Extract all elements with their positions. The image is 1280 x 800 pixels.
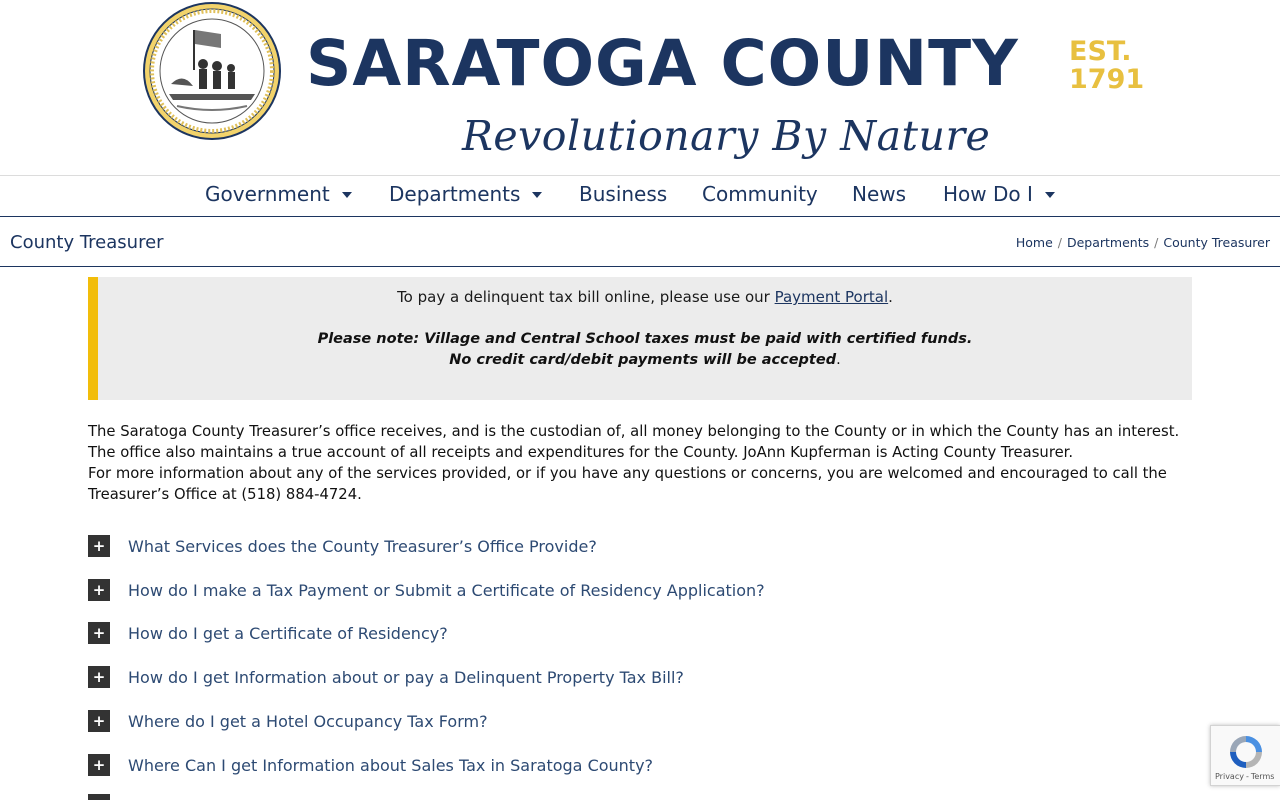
faq-question[interactable]: How do I make a Tax Payment or Submit a Certificate of Residency Application? [128, 580, 765, 600]
plus-icon[interactable]: + [88, 754, 110, 776]
breadcrumb [1016, 235, 1270, 250]
nav-item-departments[interactable] [389, 182, 542, 206]
intro-text [88, 421, 1192, 505]
faq-question[interactable]: What Services does the County Treasurer’s Office Provide? [128, 536, 597, 556]
established-badge [1069, 38, 1144, 94]
recaptcha-icon [1226, 732, 1266, 772]
notice-text: To pay a delinquent tax bill online, please use our [397, 288, 775, 306]
nav-item-label: Community [702, 182, 818, 206]
faq-question[interactable]: Where do I get a Hotel Occupancy Tax Form? [128, 711, 488, 731]
payment-notice [88, 277, 1192, 400]
plus-icon[interactable] [88, 794, 110, 800]
note-line-2-period: . [836, 352, 841, 368]
notice-period: . [888, 288, 893, 306]
caret-down-icon [532, 192, 542, 198]
faq-question[interactable]: Where Can I get Information about Sales Tax in Saratoga County? [128, 755, 654, 775]
breadcrumb-separator: / [1057, 235, 1062, 250]
site-tagline: Revolutionary By Nature [462, 112, 991, 160]
recaptcha-privacy-link[interactable]: Privacy [1215, 772, 1244, 781]
payment-portal-link[interactable]: Payment Portal [774, 288, 889, 306]
nav-item-how-do-i[interactable] [943, 182, 1055, 206]
nav-item-community[interactable] [702, 182, 818, 206]
recaptcha-badge[interactable] [1210, 725, 1280, 786]
page-title: County Treasurer [10, 232, 164, 253]
site-title: SARATOGA COUNTY [306, 27, 1019, 100]
faq-accordion-item-partial[interactable] [88, 794, 988, 800]
note-line-1: Please note: Village and Central School taxes must be paid with certified funds. [317, 331, 973, 347]
nav-item-label: Departments [389, 182, 521, 206]
nav-item-business[interactable] [579, 182, 667, 206]
note-line-2 [98, 350, 1192, 371]
nav-item-government[interactable] [205, 182, 352, 206]
recaptcha-links [1215, 772, 1274, 781]
est-year: 1791 [1069, 64, 1145, 95]
certified-funds-note [98, 329, 1192, 371]
page-title-bar [0, 218, 1280, 267]
breadcrumb-separator: / [1154, 235, 1159, 250]
nav-item-label: News [852, 182, 907, 206]
faq-accordion-item[interactable] [88, 618, 988, 648]
plus-icon[interactable]: + [88, 710, 110, 732]
caret-down-icon [342, 192, 352, 198]
nav-item-label: Government [205, 182, 330, 206]
site-header [0, 0, 1280, 176]
faq-accordion-item[interactable] [88, 706, 988, 736]
note-line-2-text: No credit card/debit payments will be accepted [449, 352, 837, 368]
faq-question[interactable]: How do I get Information about or pay a Delinquent Property Tax Bill? [128, 667, 684, 687]
county-seal-logo[interactable] [143, 2, 281, 140]
nav-item-news[interactable] [852, 182, 906, 206]
contact-paragraph: For more information about any of the services provided, or if you have any questions or concerns, you are welcomed and encouraged to call the Treasurer’s Office at (518) 884-4724. [88, 465, 1167, 503]
breadcrumb-home-link[interactable]: Home [1015, 235, 1053, 250]
est-label: EST. [1069, 36, 1132, 67]
recaptcha-terms-link[interactable]: Terms [1250, 772, 1275, 781]
faq-accordion-item[interactable] [88, 575, 988, 605]
plus-icon[interactable]: + [88, 535, 110, 557]
faq-accordion-item[interactable] [88, 662, 988, 692]
notice-line [98, 288, 1192, 306]
plus-icon[interactable]: + [88, 579, 110, 601]
breadcrumb-current: County Treasurer [1163, 235, 1270, 250]
recaptcha-separator: - [1245, 772, 1249, 781]
caret-down-icon [1045, 192, 1055, 198]
plus-icon[interactable]: + [88, 666, 110, 688]
nav-item-label: Business [579, 182, 668, 206]
nav-item-label: How Do I [943, 182, 1033, 206]
breadcrumb-departments-link[interactable]: Departments [1066, 235, 1150, 250]
faq-accordion-item[interactable] [88, 531, 988, 561]
main-nav [0, 176, 1280, 217]
faq-accordion-item[interactable] [88, 750, 988, 780]
intro-paragraph: The Saratoga County Treasurer’s office receives, and is the custodian of, all money belonging to the County or in which the County has an interest. The office also maintains a true account of all receipts and expenditures for the County. JoAnn Kupferman is Acting County Treasurer. [88, 423, 1180, 461]
plus-icon[interactable]: + [88, 622, 110, 644]
faq-question[interactable]: How do I get a Certificate of Residency? [128, 623, 448, 643]
